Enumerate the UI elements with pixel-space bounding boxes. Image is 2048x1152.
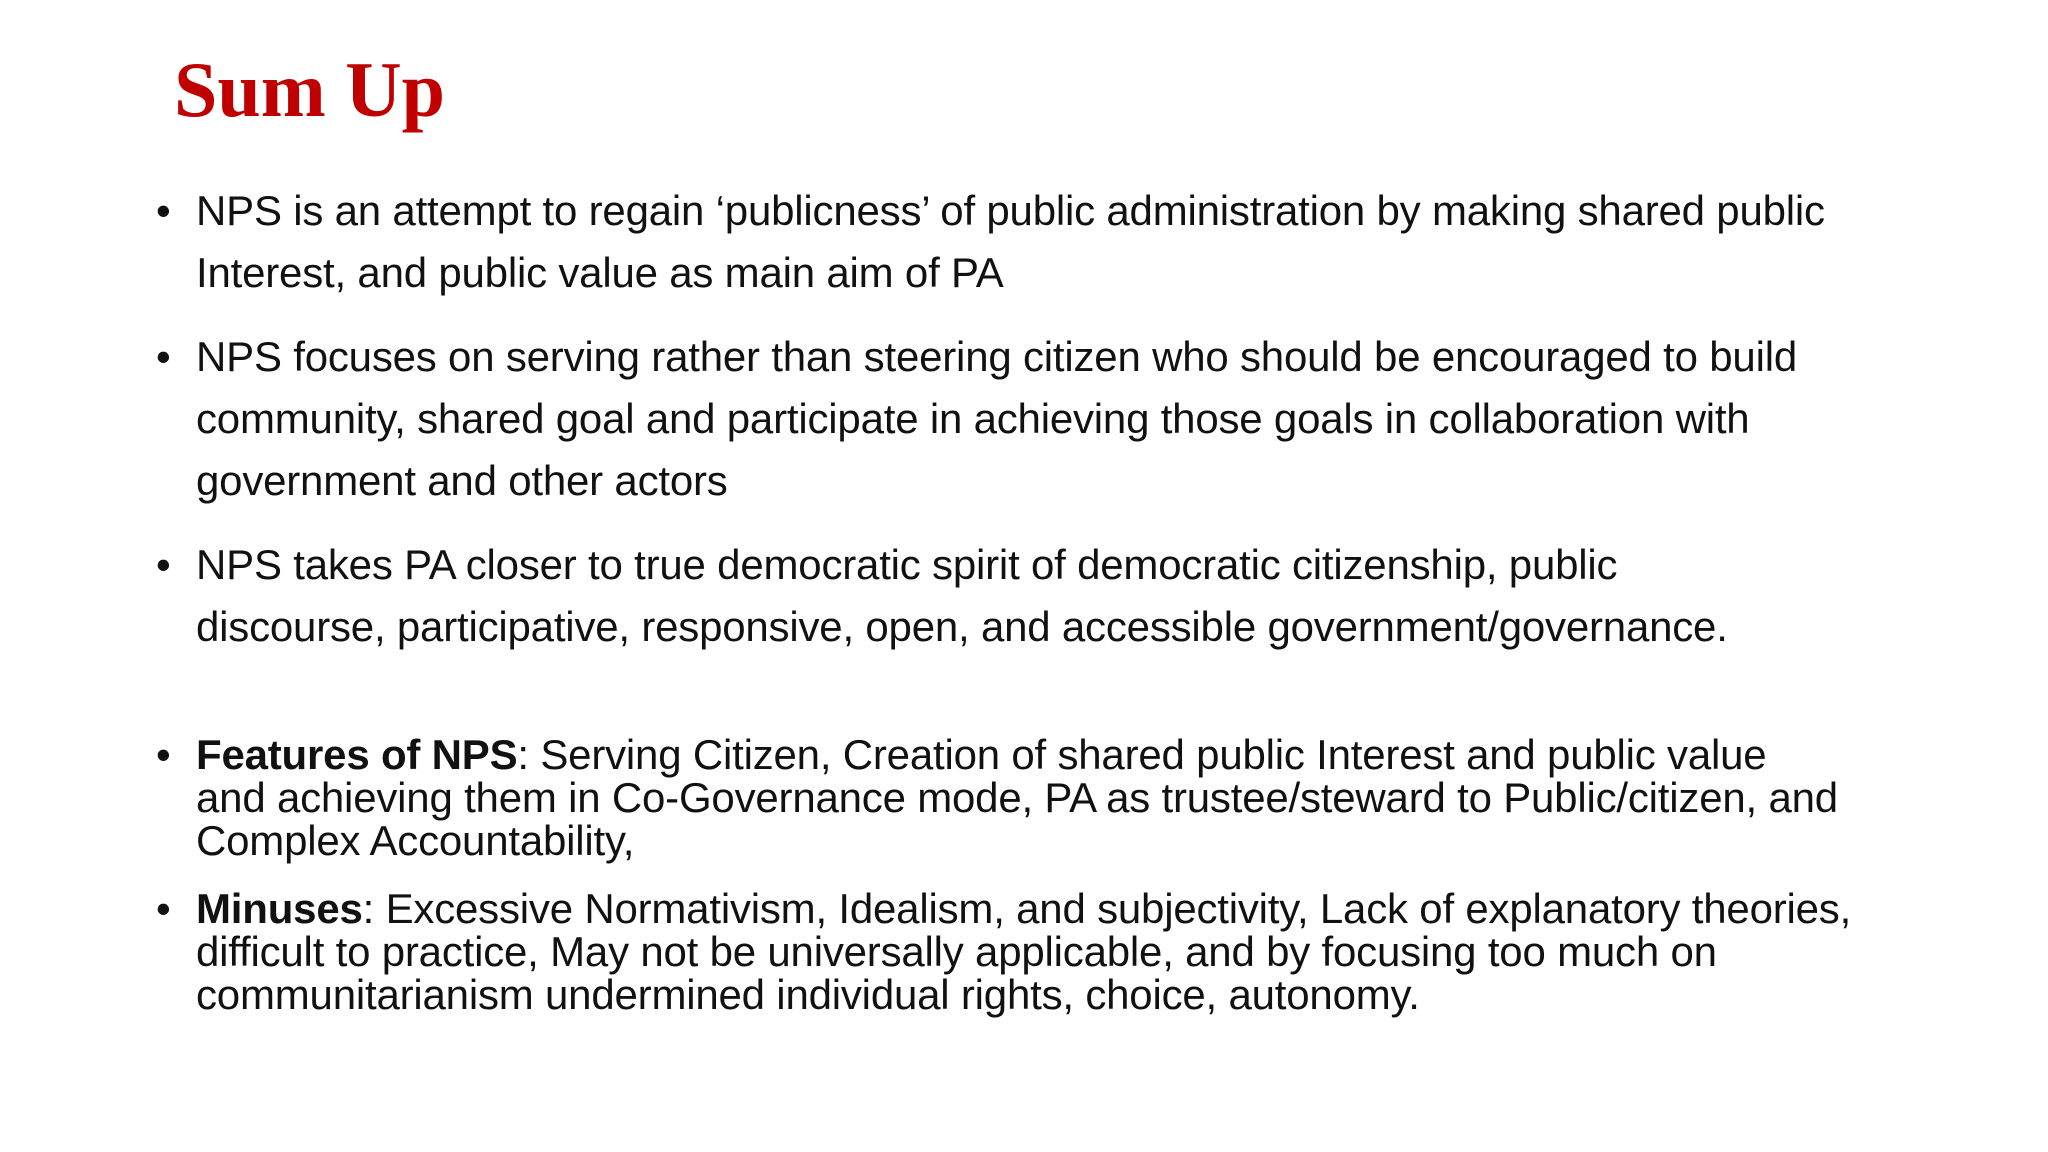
bullet-text: NPS focuses on serving rather than steering citizen who should be encouraged to build community, shared goal and participate in achieving those goals in collaboration with government and other actors: [196, 333, 1797, 504]
bullet-body: : Serving Citizen, Creation of shared public Interest and public value and achieving them in Co-Governance mode, PA as trustee/steward to Public/citizen, and Complex Accountability,: [196, 731, 1838, 864]
bullet-text: NPS takes PA closer to true democratic spirit of democratic citizenship, public discourse, participative, responsive, open, and accessible government/governance.: [196, 541, 1728, 650]
bullet-item-2: [156, 326, 1956, 512]
bullet-bold-label: Minuses: [196, 885, 363, 932]
bullet-text: NPS is an attempt to regain ‘publicness’ of public administration by making shared public Interest, and public value as main aim of PA: [196, 187, 1825, 296]
bullet-marker: •: [156, 731, 171, 778]
bullet-item-3: [156, 534, 1956, 658]
bullet-marker: •: [156, 187, 171, 234]
bullet-item-1: [156, 180, 1956, 304]
bullet-text: [196, 733, 1846, 862]
bullet-marker: •: [156, 333, 171, 380]
bullet-item-4: [156, 731, 1956, 864]
bullet-text: [196, 887, 1916, 1016]
bullet-marker: •: [156, 541, 171, 588]
bullet-bold-label: Features of NPS: [196, 731, 518, 778]
bullet-body: : Excessive Normativism, Idealism, and subjectivity, Lack of explanatory theories, difficult to practice, May not be universally applicable, and by focusing too much on communitarianism undermined individual rights, choice, autonomy.: [196, 885, 1852, 1018]
bullet-marker: •: [156, 885, 171, 932]
slide-title: Sum Up: [174, 46, 445, 133]
bullet-item-5: [156, 885, 1956, 1018]
